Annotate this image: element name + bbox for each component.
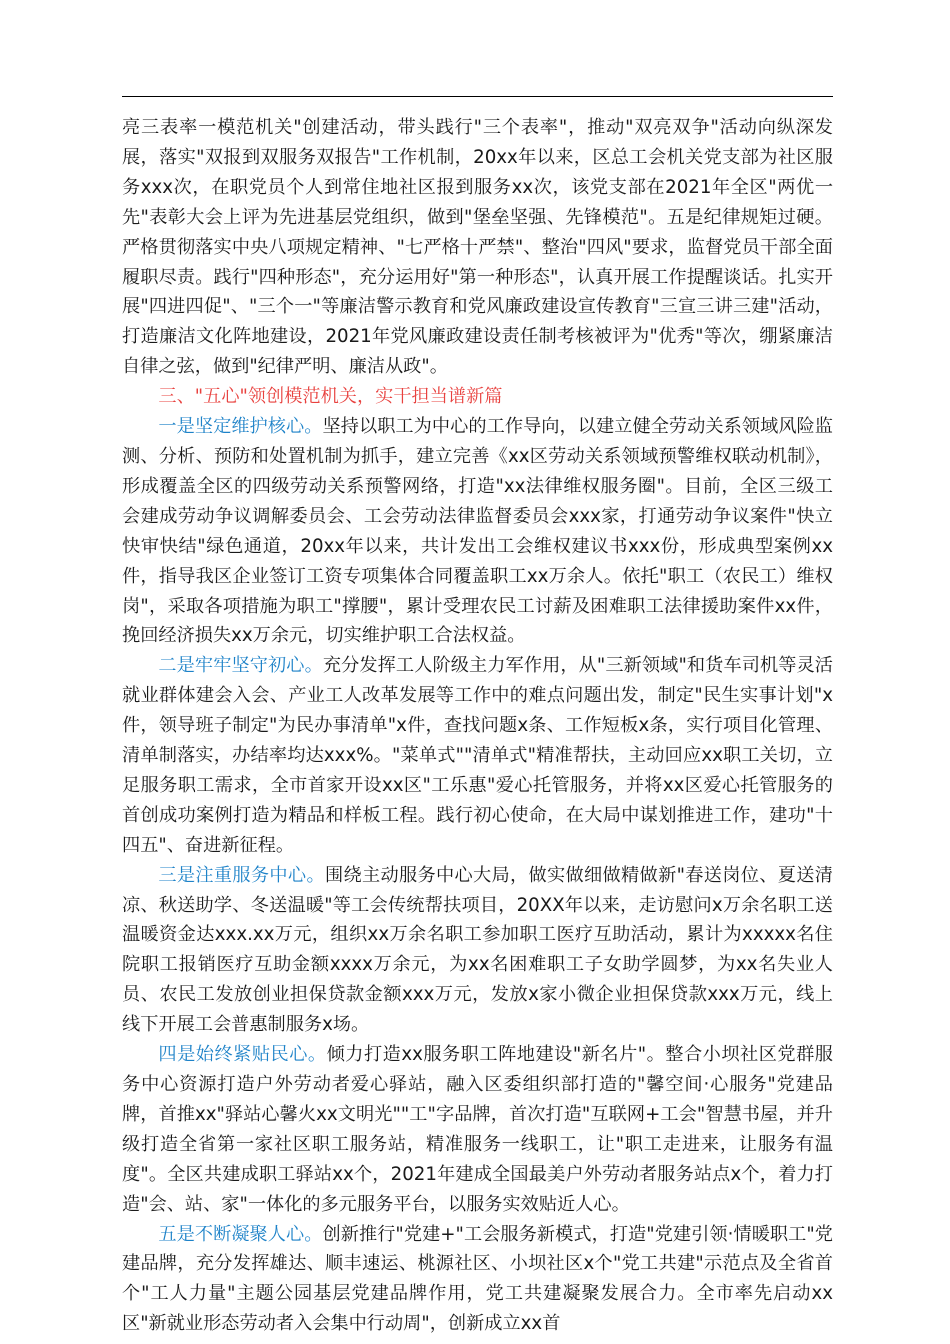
header-rule (122, 96, 833, 97)
paragraph-item-2 (122, 651, 833, 860)
paragraph-item-4 (122, 1040, 833, 1219)
paragraph-body: 创新推行"党建+"工会服务新模式，打造"党建引领·情暖职工"党建品牌，充分发挥雄达、顺丰速运、桃源社区、小坝社区x个"党工共建"示范点及全省首个"工人力量"主题公园基层党建品牌作用，党工共建凝聚发展合力。全市率先启动xx区"新就业形态劳动者入会集中行动周"，创新成立xx首 (122, 1223, 833, 1335)
paragraph-lead: 五是不断凝聚人心。 (158, 1223, 323, 1245)
paragraph-lead: 三是注重服务中心。 (158, 864, 325, 886)
paragraph-body: 围绕主动服务中心大局，做实做细做精做新"春送岗位、夏送清凉、秋送助学、冬送温暖"等工会传统帮扶项目，20XX年以来，走访慰问x万余名职工送温暖资金达xxx.xx万元，组织xx万余名职工参加职工医疗互助活动，累计为xxxxx名住院职工报销医疗互助金额xxxx万余元，为xx名困难职工子女助学圆梦，为xx名失业人员、农民工发放创业担保贷款金额xxx万元，发放x家小微企业担保贷款xxx万元，线上线下开展工会普惠制服务x场。 (122, 864, 833, 1036)
section-heading: 三、"五心"领创模范机关，实干担当谱新篇 (158, 386, 503, 408)
paragraph-body: 充分发挥工人阶级主力军作用，从"三新领域"和货车司机等灵活就业群体建会入会、产业工人改革发展等工作中的难点问题出发，制定"民生实事计划"x件，领导班子制定"为民办事清单"x件，查找问题x条、工作短板x条，实行项目化管理、清单制落实，办结率均达xxx%。"菜单式""清单式"精准帮扶，主动回应xx职工关切，立足服务职工需求，全市首家开设xx区"工乐惠"爱心托管服务，并将xx区爱心托管服务的首创成功案例打造为精品和样板工程。践行初心使命，在大局中谋划推进工作，建功"十四五"、奋进新征程。 (122, 655, 833, 856)
continuation-paragraph: 亮三表率一模范机关"创建活动，带头践行"三个表率"，推动"双亮双争"活动向纵深发展，落实"双报到双服务双报告"工作机制，20xx年以来，区总工会机关党支部为社区服务xxx次，在职党员个人到常住地社区报到服务xx次，该党支部在2021年全区"两优一先"表彰大会上评为先进基层党组织，做到"堡垒坚强、先锋模范"。五是纪律规矩过硬。严格贯彻落实中央八项规定精神、"七严格十严禁"、整治"四风"要求，监督党员干部全面履职尽责。践行"四种形态"，充分运用好"第一种形态"，认真开展工作提醒谈话。扎实开展"四进四促"、"三个一"等廉洁警示教育和党风廉政建设宣传教育"三宣三讲三建"活动，打造廉洁文化阵地建设，2021年党风廉政建设责任制考核被评为"优秀"等次，绷紧廉洁自律之弦，做到"纪律严明、廉洁从政"。 (122, 117, 833, 378)
paragraph-body: 倾力打造xx服务职工阵地建设"新名片"。整合小坝社区党群服务中心资源打造户外劳动者爱心驿站，融入区委组织部打造的"馨空间·心服务"党建品牌，首推xx"驿站心馨火xx文明光""工"字品牌，首次打造"互联网+工会"智慧书屋，并升级打造全省第一家社区职工服务站，精准服务一线职工，让"职工走进来，让服务有温度"。全区共建成职工驿站xx个，2021年建成全国最美户外劳动者服务站点x个，着力打造"会、站、家"一体化的多元服务平台，以服务实效贴近人心。 (122, 1044, 833, 1215)
paragraph-lead: 四是始终紧贴民心。 (158, 1044, 327, 1066)
paragraph-lead: 一是坚定维护核心。 (158, 416, 323, 438)
paragraph-item-1 (122, 412, 833, 651)
document-body (122, 113, 833, 1339)
paragraph-lead: 二是牢牢坚守初心。 (158, 655, 323, 677)
paragraph-body: 坚持以职工为中心的工作导向，以建立健全劳动关系领域风险监测、分析、预防和处置机制为抓手，建立完善《xx区劳动关系领域预警维权联动机制》，形成覆盖全区的四级劳动关系预警网络，打造"xx法律维权服务圈"。目前，全区三级工会建成劳动争议调解委员会、工会劳动法律监督委员会xxx家，打通劳动争议案件"快立快审快结"绿色通道，20xx年以来，共计发出工会维权建议书xxx份，形成典型案例xx件，指导我区企业签订工资专项集体合同覆盖职工xx万余人。依托"职工（农民工）维权岗"，采取各项措施为职工"撑腰"，累计受理农民工讨薪及困难职工法律援助案件xx件，挽回经济损失xx万余元，切实维护职工合法权益。 (122, 416, 833, 647)
paragraph-item-5 (122, 1220, 833, 1340)
paragraph-item-3 (122, 861, 833, 1040)
